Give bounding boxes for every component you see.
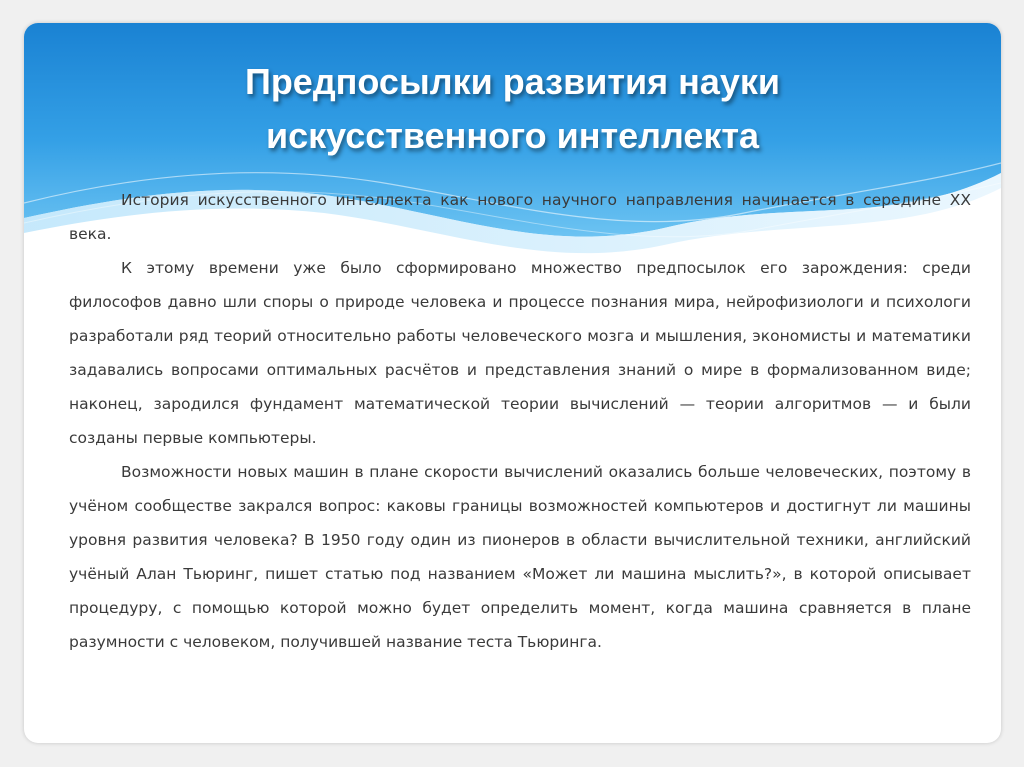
slide-body [69,183,971,659]
slide-card [24,23,1001,743]
title-line-2: искусственного интеллекта [265,115,760,156]
paragraph-3: Возможности новых машин в плане скорости вычислений оказались больше человеческих, поэтому в учёном сообществе закрался вопрос: каковы границы возможностей компьютеров и достигнут ли машины уровня развития человека? В 1950 году один из пионеров в области вычислительной техники, английский учёный Алан Тьюринг, пишет статью под названием «Может ли машина мыслить?», в которой описывает процедуру, с помощью которой можно будет определить момент, когда машина сравняется в плане разумности с человеком, получившей название теста Тьюринга. [69,463,971,651]
slide-title [24,55,1001,163]
paragraph-1: История искусственного интеллекта как нового научного направления начинается в середине XX века. [69,191,971,243]
paragraph-2: К этому времени уже было сформировано множество предпосылок его зарождения: среди философов давно шли споры о природе человека и процессе познания мира, нейрофизиологи и психологи разработали ряд теорий относительно работы человеческого мозга и мышления, экономисты и математики задавались вопросами оптимальных расчётов и представления знаний о мире в формализованном виде; наконец, зародился фундамент математической теории вычислений — теории алгоритмов — и были созданы первые компьютеры. [69,259,971,447]
title-line-1: Предпосылки развития науки [244,61,781,102]
